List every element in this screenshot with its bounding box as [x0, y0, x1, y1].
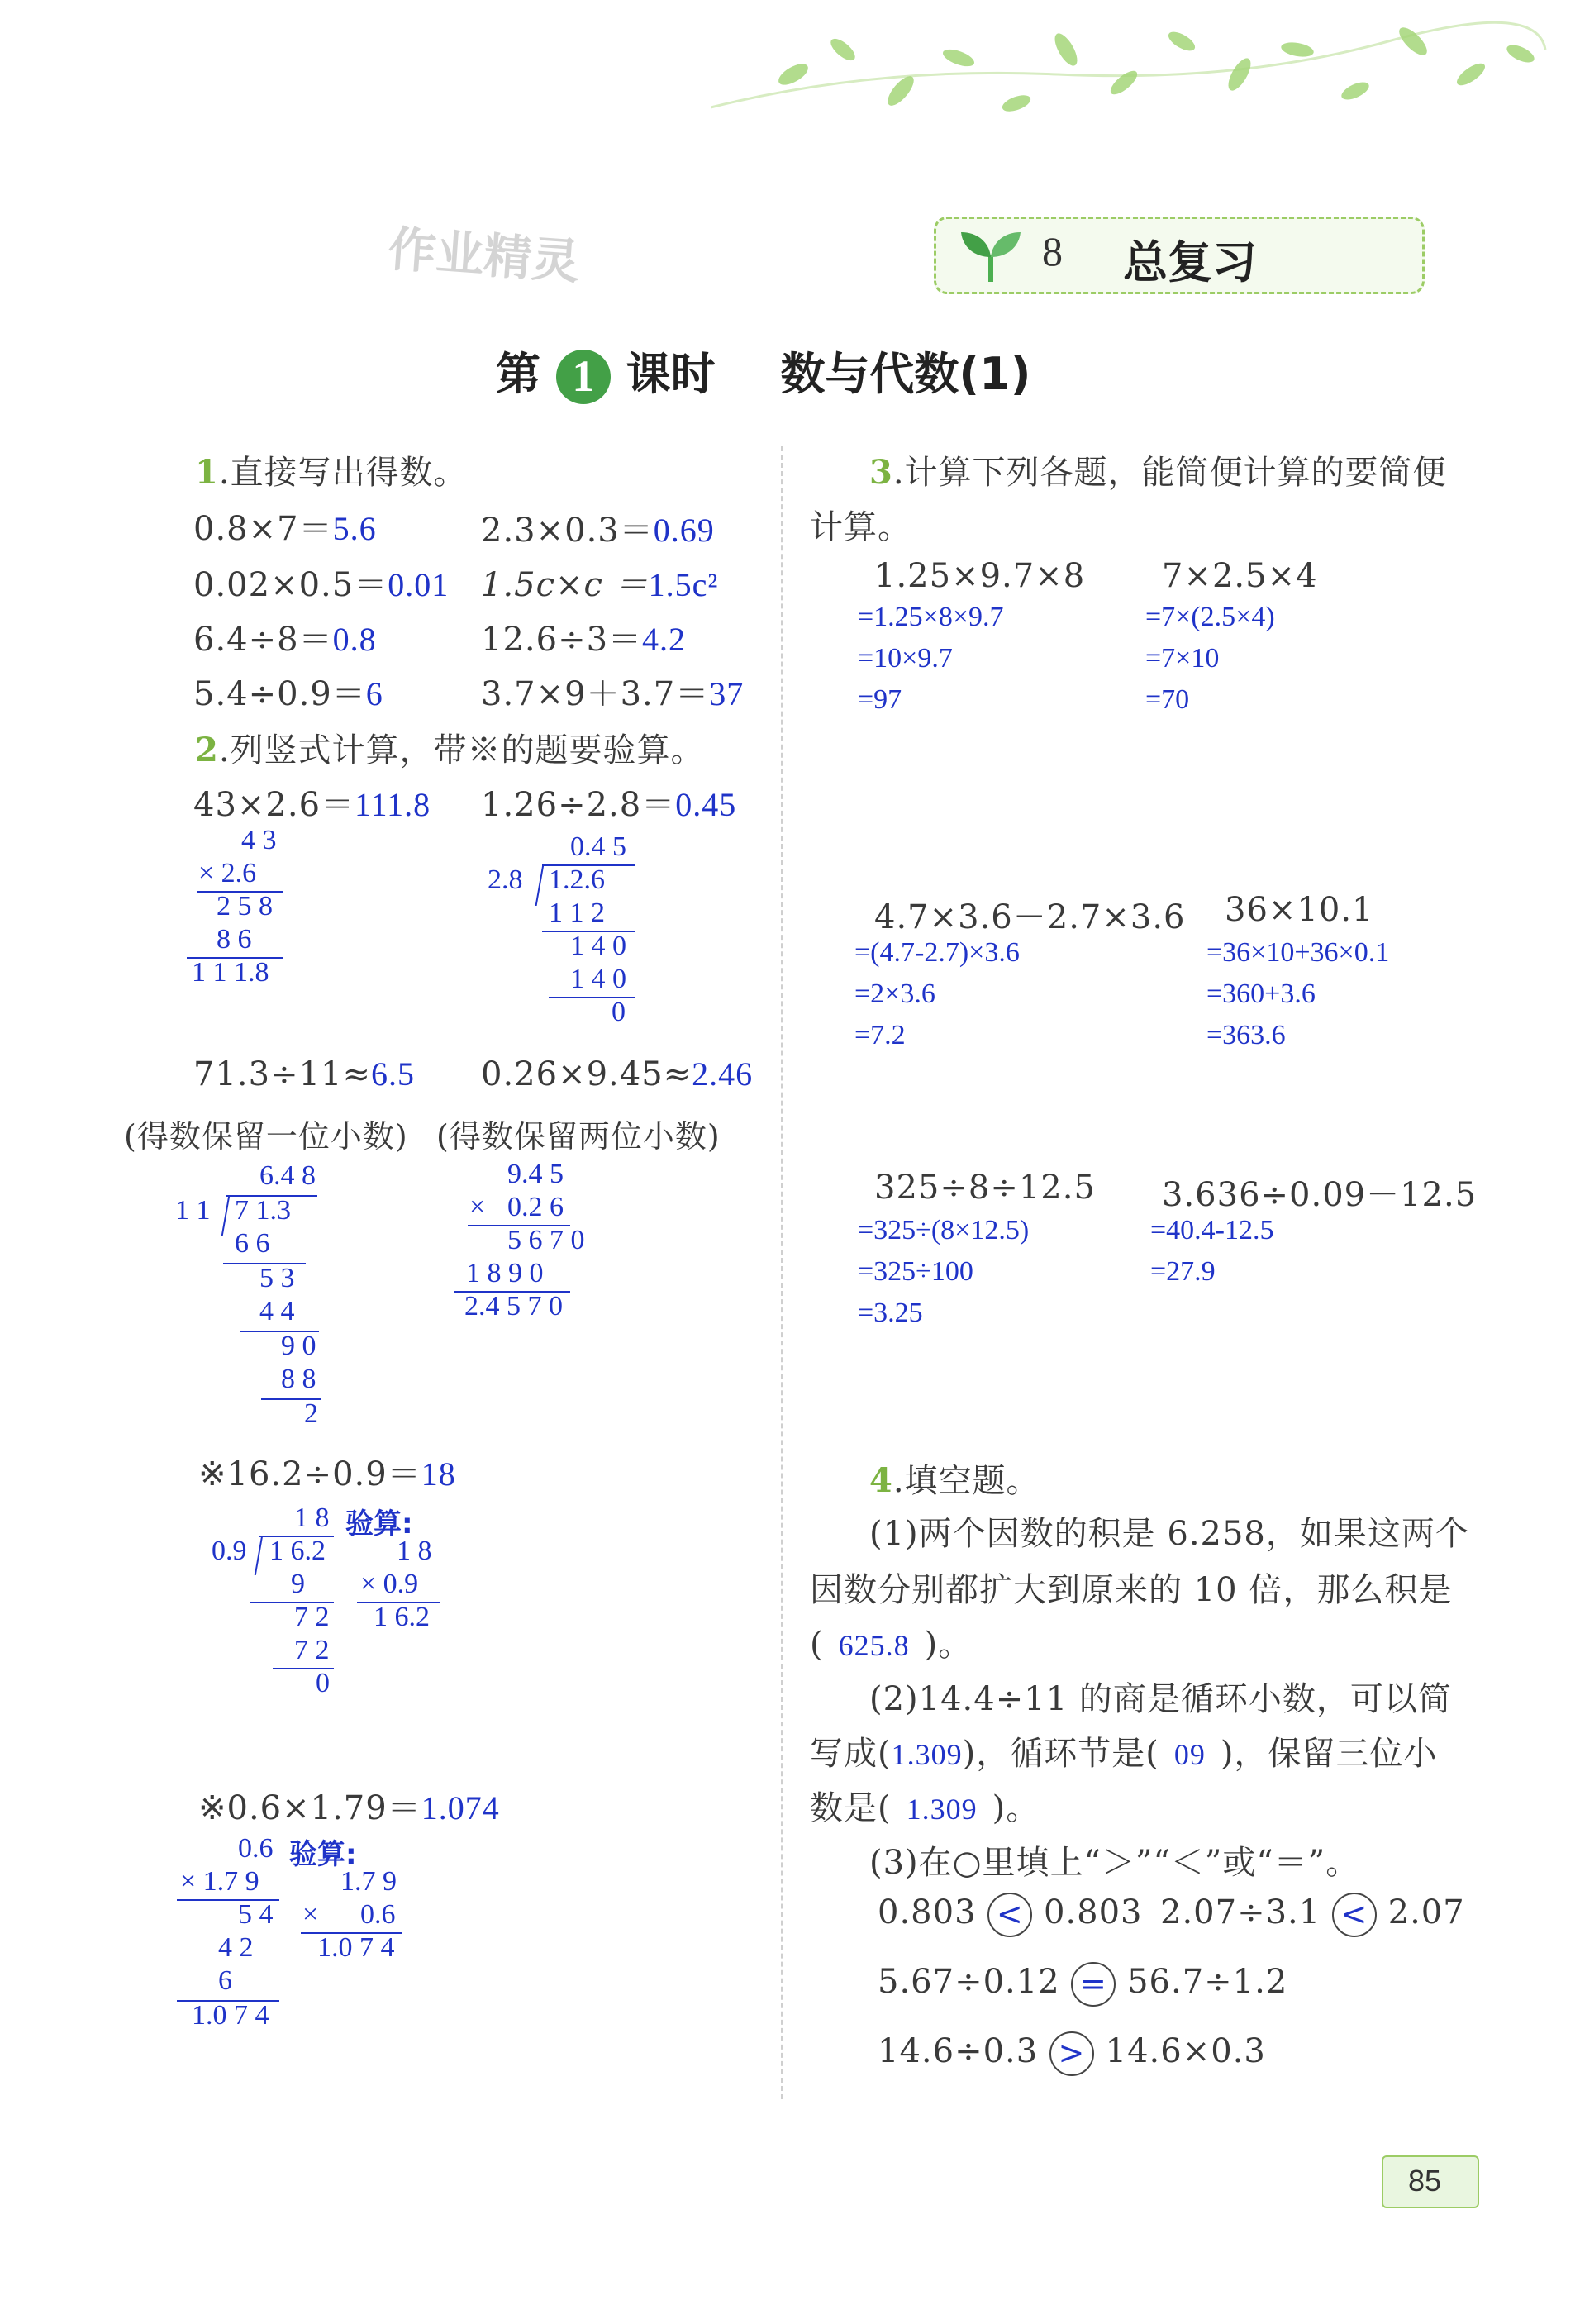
q2b-work-line: 0	[612, 997, 626, 1027]
q1-item	[193, 613, 377, 660]
q2f-work-line: 0.6	[238, 1833, 274, 1864]
q1-item	[481, 668, 744, 715]
q2b-dividend: 1.2.6	[549, 864, 605, 895]
q4-title: .填空题。	[892, 1462, 1040, 1500]
q2e-dividend: 1 6.2	[269, 1536, 326, 1566]
q3-step: =27.9	[1150, 1256, 1216, 1287]
q1-title: .直接写出得数。	[218, 454, 468, 492]
q4-p3-line1: (3)在○里填上“＞”“＜”或“＝”。	[869, 1844, 1360, 1882]
text: 数是(	[810, 1789, 892, 1827]
compare-right: 56.7÷1.2	[1127, 1963, 1288, 2001]
compare-left: 0.803	[878, 1893, 977, 1931]
chapter-number: 8	[1042, 228, 1063, 274]
q1-answer: 4.2	[642, 621, 687, 658]
q1-number: 1	[195, 453, 219, 492]
q3-expression: 36×10.1	[1225, 891, 1374, 929]
q4-p1-line3	[810, 1618, 972, 1665]
q4-p2-answer-b: 09	[1173, 1738, 1206, 1771]
paren: (	[810, 1626, 824, 1664]
q2b-quotient: 0.4 5	[570, 831, 626, 862]
q3-step: =325÷(8×12.5)	[858, 1215, 1030, 1245]
q1-expr: 0.8×7＝	[193, 510, 333, 548]
page-number-box	[1382, 2155, 1479, 2208]
q3-title-cont: 计算。	[810, 508, 911, 546]
lesson-topic: 数与代数(1)	[780, 348, 1031, 400]
q3-heading	[869, 446, 1447, 493]
q3-step: =97	[858, 684, 902, 715]
lesson-title	[496, 339, 1030, 404]
q1-expr: 0.02×0.5＝	[193, 566, 388, 604]
q2e-check-label: 验算:	[345, 1507, 413, 1541]
q2d-work-line: 2.4 5 7 0	[464, 1291, 563, 1322]
q2d-expression	[481, 1055, 753, 1093]
q1-item	[193, 668, 383, 715]
text: )。	[992, 1789, 1040, 1827]
q4-number: 4	[869, 1461, 893, 1500]
watermark: 作业精灵	[386, 220, 582, 290]
expr-text: ※16.2÷0.9＝	[198, 1455, 421, 1493]
q4-p2-answer-a: 1.309	[891, 1738, 963, 1771]
q2a-work-line: 1 1 1.8	[192, 957, 269, 988]
q2c-divisor: 1 1	[175, 1195, 211, 1226]
compare-right: 0.803	[1043, 1893, 1143, 1931]
q3-expression: 4.7×3.6－2.7×3.6	[874, 898, 1186, 936]
expr-text: 43×2.6＝	[193, 786, 355, 824]
q2d-work-line: 5 6 7 0	[507, 1225, 585, 1255]
answer: 0.45	[675, 786, 737, 823]
q2f-expression	[198, 1782, 500, 1829]
q2c-dividend: 7 1.3	[235, 1195, 291, 1226]
answer: 1.074	[421, 1789, 500, 1826]
q2f-work-line: 4 2	[218, 1932, 254, 1963]
compare-circle[interactable]: >	[1049, 2031, 1094, 2076]
q2e-work-line: 7 2	[294, 1635, 330, 1665]
q2e-work-line: 0	[316, 1668, 330, 1698]
q1-expr: 6.4÷8＝	[193, 621, 333, 659]
q1-item	[481, 504, 715, 551]
chapter-title: 总复习	[1123, 236, 1257, 288]
q2e-check-line: 1 6.2	[374, 1602, 430, 1632]
q3-step: =363.6	[1206, 1020, 1286, 1050]
text: )，循环节是(	[962, 1735, 1159, 1773]
q2a-work-line: 2 5 8	[217, 891, 273, 922]
q2e-bracket	[255, 1536, 263, 1575]
q3-step: =40.4-12.5	[1150, 1215, 1274, 1245]
q2d-work-line: 0.2 6	[507, 1192, 564, 1222]
q2b-divisor: 2.8	[488, 864, 523, 895]
q2-number: 2	[195, 731, 219, 769]
q3-number: 3	[869, 453, 893, 492]
q2f-work-line: 5 4	[238, 1899, 274, 1930]
leaves-decoration	[711, 17, 1554, 149]
q1-item	[193, 559, 449, 606]
q1-answer: 0.01	[388, 566, 450, 603]
expr-text: 0.26×9.45≈	[481, 1055, 692, 1093]
q1-answer: 6	[365, 675, 383, 712]
chapter-banner	[934, 217, 1425, 294]
q2c-work-line: 9 0	[281, 1331, 316, 1361]
q1-answer: 37	[709, 675, 745, 712]
q2e-work-line: 9	[291, 1569, 305, 1599]
compare-left: 5.67÷0.12	[878, 1963, 1060, 2001]
q2c-quotient: 6.4 8	[259, 1160, 316, 1191]
q4-comparison	[1160, 1893, 1465, 1937]
q2-heading	[195, 724, 705, 771]
q1-expr: 2.3×0.3＝	[481, 512, 654, 550]
compare-left: 2.07÷3.1	[1160, 1893, 1321, 1931]
compare-right: 14.6×0.3	[1105, 2032, 1266, 2070]
q1-expr: 5.4÷0.9＝	[193, 675, 366, 713]
q2b-work-line: 1 4 0	[570, 931, 626, 961]
q3-step: =360+3.6	[1206, 979, 1316, 1009]
q4-comparison	[878, 1893, 1142, 1937]
q3-step: =(4.7-2.7)×3.6	[854, 937, 1020, 968]
q3-expression: 7×2.5×4	[1162, 557, 1318, 595]
q2f-work-line: 6	[218, 1965, 232, 1996]
lesson-prefix: 第	[496, 348, 540, 400]
q2c-work-line: 4 4	[259, 1296, 295, 1326]
expr-text: ※0.6×1.79＝	[198, 1789, 421, 1827]
q2d-note: (得数保留两位小数)	[436, 1118, 721, 1155]
q2d-work-line: 9.4 5	[507, 1159, 564, 1189]
q2b-work-line: 1 1 2	[549, 898, 605, 928]
q4-p2-line3	[810, 1782, 1040, 1829]
paren: )。	[924, 1626, 973, 1664]
q1-expr: 3.7×9＋3.7＝	[481, 675, 710, 713]
q2d-work-line: 1 8 9 0	[466, 1258, 544, 1288]
q3-step: =10×9.7	[858, 643, 953, 674]
q4-p1-line2: 因数分别都扩大到原来的 10 倍，那么积是	[810, 1571, 1453, 1609]
sprout-icon	[958, 227, 1024, 283]
q4-p2-line1: (2)14.4÷11 的商是循环小数，可以简	[869, 1680, 1452, 1718]
q1-heading	[195, 446, 468, 493]
q2f-check-line: 1.0 7 4	[317, 1932, 395, 1963]
q2f-check-line: 0.6	[360, 1899, 396, 1930]
q3-step: =7×10	[1145, 643, 1220, 674]
q2f-check-label: 验算:	[289, 1838, 357, 1871]
q1-answer: 0.69	[653, 512, 715, 549]
q3-step: =70	[1145, 684, 1190, 715]
q2b-bracket	[535, 864, 545, 906]
q2f-check-line: 1.7 9	[340, 1866, 397, 1897]
page-number: 85	[1408, 2164, 1442, 2198]
q2a-work-line: 8 6	[217, 924, 252, 955]
q4-p2-line2	[810, 1727, 1437, 1774]
answer: 6.5	[371, 1055, 415, 1093]
q3-expression: 325÷8÷12.5	[874, 1169, 1096, 1207]
q4-p1-answer: 625.8	[838, 1629, 910, 1662]
text: 写成(	[810, 1735, 892, 1773]
q2e-check-line: 1 8	[397, 1536, 432, 1566]
q1-answer: 1.5c²	[648, 566, 719, 603]
answer: 111.8	[355, 786, 431, 823]
q2c-bracket	[221, 1195, 231, 1236]
q1-answer: 0.8	[332, 621, 377, 658]
lesson-number-badge: 1	[556, 350, 611, 404]
q4-comparison	[878, 1962, 1287, 2007]
q2e-check-line: × 0.9	[360, 1569, 419, 1599]
column-divider	[781, 446, 783, 2099]
q2e-work-line: 7 2	[294, 1602, 330, 1632]
expr-text: 71.3÷11≈	[193, 1055, 371, 1093]
compare-circle[interactable]: =	[1071, 1962, 1116, 2007]
compare-circle[interactable]: <	[988, 1893, 1032, 1937]
q3-step: =7×(2.5×4)	[1145, 602, 1275, 632]
q1-item	[481, 559, 718, 606]
answer: 2.46	[692, 1055, 754, 1093]
q2a-work-line: × 2.6	[198, 858, 257, 888]
q3-step: =2×3.6	[854, 979, 935, 1009]
q2c-note: (得数保留一位小数)	[124, 1118, 408, 1155]
q4-heading	[869, 1455, 1040, 1502]
q2f-work-line: 1.0 7 4	[192, 2000, 269, 2031]
q2a-work-line: 4 3	[241, 825, 277, 855]
q3-step: =325÷100	[858, 1256, 973, 1287]
q2c-work-line: 2	[304, 1398, 318, 1429]
q1-expr: 1.5c×c ＝	[481, 566, 649, 604]
q2c-work-line: 8 8	[281, 1364, 316, 1394]
q3-expression: 1.25×9.7×8	[874, 557, 1086, 595]
q1-expr: 12.6÷3＝	[481, 621, 643, 659]
text: )，保留三位小	[1220, 1735, 1438, 1773]
q2b-expression	[481, 779, 736, 826]
q1-answer: 5.6	[332, 510, 377, 547]
q2e-quotient: 1 8	[294, 1503, 330, 1533]
q4-p1-line1: (1)两个因数的积是 6.258，如果这两个	[869, 1515, 1469, 1553]
q2c-work-line: 6 6	[235, 1228, 270, 1259]
q3-step: =36×10+36×0.1	[1206, 937, 1390, 968]
q2e-expression	[198, 1448, 456, 1495]
q3-step: =7.2	[854, 1020, 906, 1050]
q3-expression: 3.636÷0.09－12.5	[1162, 1176, 1478, 1214]
q2c-expression	[193, 1055, 415, 1093]
q2d-work-line: ×	[469, 1192, 486, 1222]
q3-title: .计算下列各题，能简便计算的要简便	[892, 454, 1447, 492]
q2b-work-line: 1 4 0	[570, 964, 626, 994]
q2a-expression	[193, 779, 431, 826]
q4-p2-answer-c: 1.309	[906, 1793, 978, 1826]
answer: 18	[421, 1455, 456, 1493]
q2-title: .列竖式计算，带※的题要验算。	[218, 731, 705, 769]
q1-item	[193, 502, 377, 550]
q2e-divisor: 0.9	[212, 1536, 247, 1566]
q1-item	[481, 613, 686, 660]
expr-text: 1.26÷2.8＝	[481, 786, 676, 824]
q3-step: =1.25×8×9.7	[858, 602, 1004, 632]
q3-step: =3.25	[858, 1298, 923, 1328]
compare-right: 2.07	[1387, 1893, 1465, 1931]
q2f-check-line: ×	[302, 1899, 319, 1930]
lesson-suffix: 课时	[626, 348, 716, 400]
q4-comparison	[878, 2031, 1266, 2076]
compare-left: 14.6÷0.3	[878, 2032, 1039, 2070]
compare-circle[interactable]: <	[1332, 1893, 1377, 1937]
q2c-work-line: 5 3	[259, 1263, 295, 1293]
q2f-work-line: × 1.7 9	[180, 1866, 259, 1897]
